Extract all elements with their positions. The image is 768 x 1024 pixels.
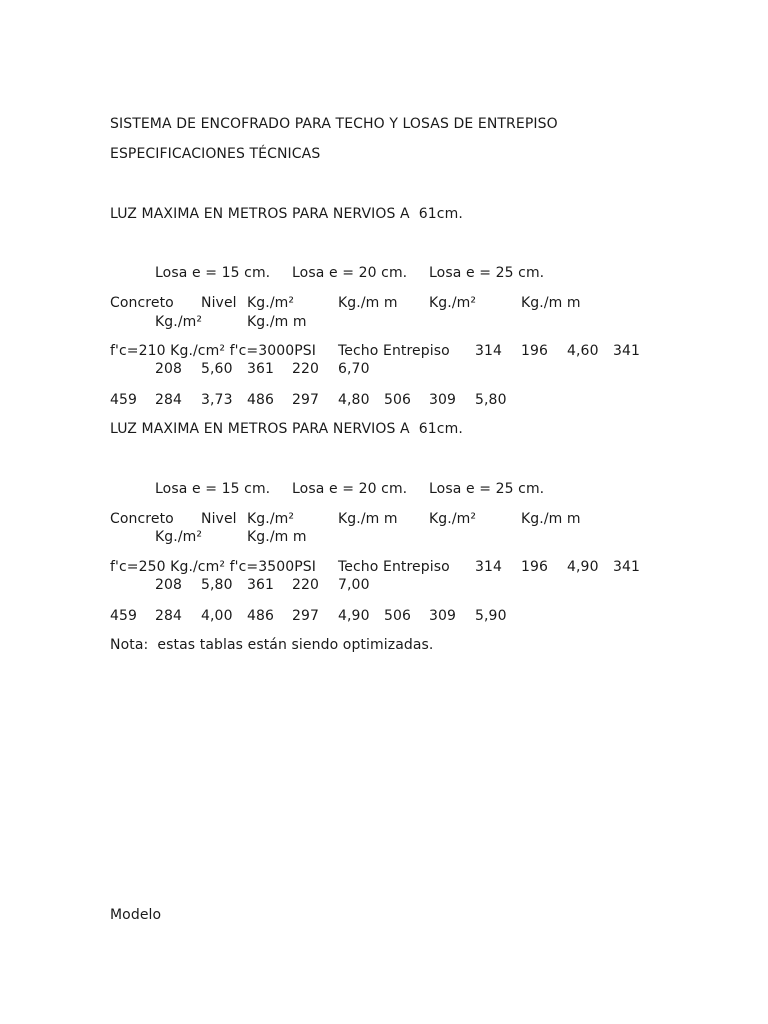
table-cell: 486 xyxy=(247,608,275,624)
column-label: Kg./m m xyxy=(521,511,581,527)
table-cell: 506 xyxy=(384,608,412,624)
column-label: Kg./m m xyxy=(338,511,398,527)
table-cell: 486 xyxy=(247,392,275,408)
table-cell: 309 xyxy=(429,392,457,408)
table-cell: 7,00 xyxy=(338,577,370,593)
table-cell: 196 xyxy=(521,559,549,575)
losa-header: Losa e = 20 cm. xyxy=(292,481,408,497)
table-cell: 5,80 xyxy=(201,577,233,593)
column-label: Kg./m² xyxy=(155,314,203,330)
table-cell: 284 xyxy=(155,392,183,408)
column-label: Nivel xyxy=(201,511,237,527)
table-cell: 4,60 xyxy=(567,343,599,359)
table-cell: 4,80 xyxy=(338,392,370,408)
document-subtitle: ESPECIFICACIONES TÉCNICAS xyxy=(110,146,321,162)
table-cell: 459 xyxy=(110,392,138,408)
column-label: Kg./m² xyxy=(247,295,295,311)
table-cell: 196 xyxy=(521,343,549,359)
losa-header: Losa e = 25 cm. xyxy=(429,265,545,281)
table-cell: 297 xyxy=(292,392,320,408)
footer-label: Modelo xyxy=(110,907,162,923)
column-label: Kg./m² xyxy=(247,511,295,527)
table-cell: 361 xyxy=(247,577,275,593)
table-cell: 314 xyxy=(475,343,503,359)
table-cell: 220 xyxy=(292,361,320,377)
losa-header: Losa e = 25 cm. xyxy=(429,481,545,497)
column-label: Kg./m² xyxy=(429,295,477,311)
column-label: Kg./m m xyxy=(521,295,581,311)
losa-header: Losa e = 15 cm. xyxy=(155,265,271,281)
column-label: Kg./m m xyxy=(338,295,398,311)
table-cell: 309 xyxy=(429,608,457,624)
table-cell: 208 xyxy=(155,361,183,377)
table-cell: 341 xyxy=(613,559,641,575)
column-label: Concreto xyxy=(110,295,174,311)
table-cell: 284 xyxy=(155,608,183,624)
table-cell: 6,70 xyxy=(338,361,370,377)
table-cell: 5,90 xyxy=(475,608,507,624)
table-cell: 220 xyxy=(292,577,320,593)
table-cell: 4,90 xyxy=(567,559,599,575)
column-label: Kg./m² xyxy=(155,529,203,545)
column-label: Kg./m m xyxy=(247,314,307,330)
column-label: Kg./m m xyxy=(247,529,307,545)
table-cell: 297 xyxy=(292,608,320,624)
table-cell: Entrepiso xyxy=(383,559,450,575)
table-cell: 3,73 xyxy=(201,392,233,408)
table-heading: LUZ MAXIMA EN METROS PARA NERVIOS A 61cm. xyxy=(110,421,463,437)
table-cell: 208 xyxy=(155,577,183,593)
table-cell: 4,90 xyxy=(338,608,370,624)
table-cell: Techo xyxy=(338,343,379,359)
table-cell: f'c=210 Kg./cm² f'c=3000PSI xyxy=(110,343,317,359)
table-cell: f'c=250 Kg./cm² f'c=3500PSI xyxy=(110,559,317,575)
note-text: Nota: estas tablas están siendo optimizadas. xyxy=(110,637,434,653)
column-label: Kg./m² xyxy=(429,511,477,527)
table-heading: LUZ MAXIMA EN METROS PARA NERVIOS A 61cm. xyxy=(110,206,463,222)
column-label: Nivel xyxy=(201,295,237,311)
table-cell: 5,80 xyxy=(475,392,507,408)
table-cell: 314 xyxy=(475,559,503,575)
table-cell: 459 xyxy=(110,608,138,624)
table-cell: 341 xyxy=(613,343,641,359)
table-cell: 506 xyxy=(384,392,412,408)
losa-header: Losa e = 15 cm. xyxy=(155,481,271,497)
table-cell: 4,00 xyxy=(201,608,233,624)
document-title: SISTEMA DE ENCOFRADO PARA TECHO Y LOSAS DE ENTREPISO xyxy=(110,116,558,132)
table-cell: Entrepiso xyxy=(383,343,450,359)
table-cell: 361 xyxy=(247,361,275,377)
losa-header: Losa e = 20 cm. xyxy=(292,265,408,281)
table-cell: Techo xyxy=(338,559,379,575)
table-cell: 5,60 xyxy=(201,361,233,377)
column-label: Concreto xyxy=(110,511,174,527)
